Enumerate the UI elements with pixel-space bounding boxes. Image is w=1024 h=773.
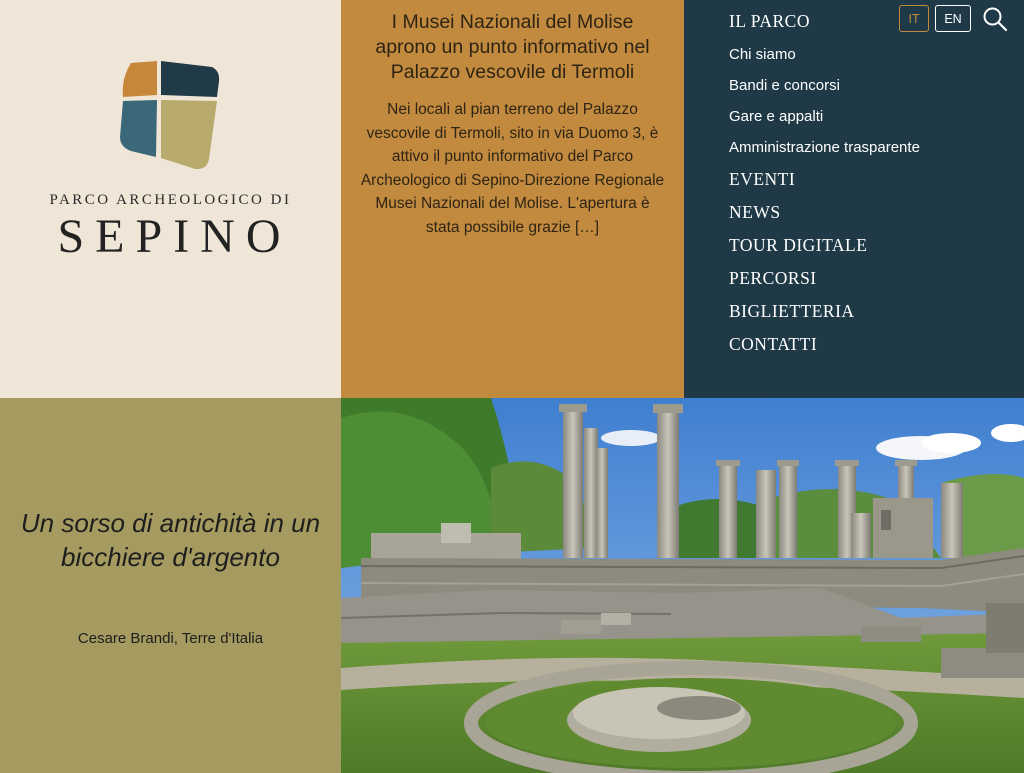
quote-text: Un sorso di antichità in un bicchiere d'argento bbox=[20, 508, 321, 572]
search-icon[interactable] bbox=[981, 5, 1009, 33]
language-en-button[interactable]: EN bbox=[935, 5, 971, 32]
logo-mark-icon bbox=[117, 59, 222, 171]
quote-author: Cesare Brandi, Terre d'Italia bbox=[77, 630, 264, 647]
nav-item-gare-e-appalti[interactable]: Gare e appalti bbox=[729, 108, 824, 125]
logo-panel[interactable] bbox=[0, 0, 341, 398]
news-panel[interactable] bbox=[341, 0, 684, 398]
ruins-photo bbox=[341, 398, 1024, 773]
nav-item-bandi-e-concorsi[interactable]: Bandi e concorsi bbox=[729, 77, 840, 94]
nav-item-il-parco[interactable]: IL PARCO bbox=[729, 11, 810, 31]
nav-item-biglietteria[interactable]: BIGLIETTERIA bbox=[729, 301, 855, 321]
quote-panel bbox=[0, 398, 341, 773]
nav-item-percorsi[interactable]: PERCORSI bbox=[729, 268, 817, 288]
nav-item-eventi[interactable]: EVENTI bbox=[729, 169, 796, 189]
nav-item-chi-siamo[interactable]: Chi siamo bbox=[729, 46, 796, 63]
logo-title: SEPINO bbox=[57, 210, 292, 263]
nav-item-contatti[interactable]: CONTATTI bbox=[729, 334, 818, 354]
news-excerpt: Nei locali al pian terreno del Palazzo vescovile di Termoli, sito in via Duomo 3, è attivo il punto informativo del Parco Archeologico di Sepino-Direzione Regionale Musei Nazionali del Molise. L'apertura è stata possibile grazie […] bbox=[360, 101, 665, 236]
nav-panel bbox=[684, 0, 1024, 398]
news-title[interactable]: I Musei Nazionali del Molise aprono un punto informativo nel Palazzo vescovile di Termoli bbox=[375, 11, 650, 83]
language-it-button[interactable]: IT bbox=[899, 5, 929, 32]
nav-item-news[interactable]: NEWS bbox=[729, 202, 781, 222]
logo-subtitle: PARCO ARCHEOLOGICO DI bbox=[49, 192, 292, 208]
ruins-photo-image bbox=[341, 398, 1024, 773]
main-nav bbox=[729, 10, 920, 366]
nav-item-tour-digitale[interactable]: TOUR DIGITALE bbox=[729, 235, 868, 255]
nav-item-amministrazione-trasparente[interactable]: Amministrazione trasparente bbox=[729, 139, 920, 156]
